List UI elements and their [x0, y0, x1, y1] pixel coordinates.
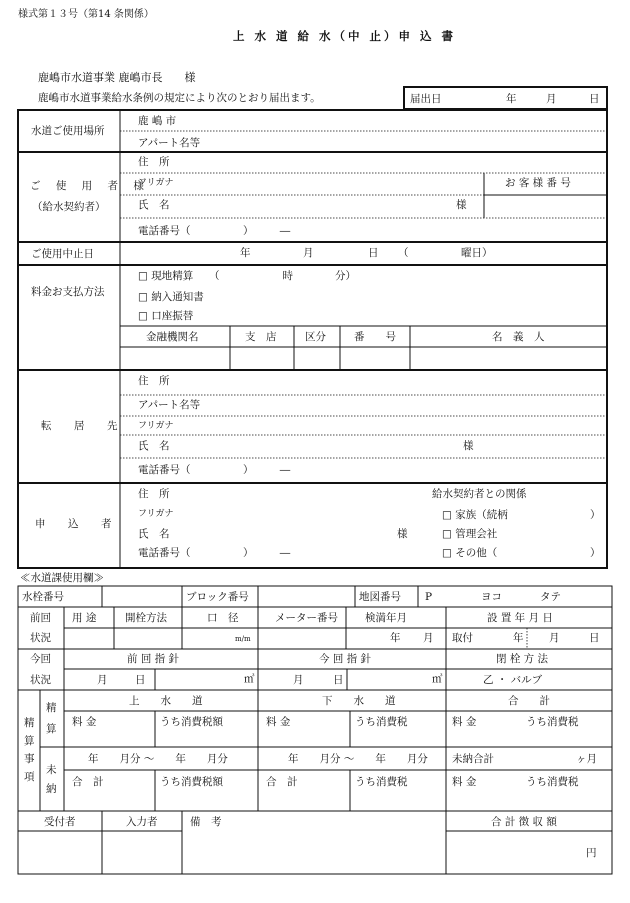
mino-2: 納	[46, 783, 57, 795]
sewer-period: 年 月分 ～ 年 月分	[288, 753, 428, 765]
map-tate: タテ	[540, 591, 561, 603]
mino-1: 未	[46, 764, 57, 776]
sewer-gokei-label: 合 計	[266, 776, 298, 788]
payment-option-notice[interactable]: □ 納入通知書	[138, 291, 204, 303]
sewer-label: 下 水 道	[322, 695, 396, 707]
water-label: 上 水 道	[129, 695, 203, 707]
seisan-jikou-3: 事	[24, 753, 35, 765]
toritsuke-label: 取付	[452, 632, 473, 644]
customer-number-label: お 客 様 番 号	[505, 177, 571, 189]
curr-status-b: 状況	[30, 674, 51, 686]
user-furigana-field[interactable]: フリガナ	[138, 178, 174, 188]
install-date-label: 設 置 年 月 日	[487, 612, 553, 624]
office-section-title: ≪水道課使用欄≫	[20, 572, 104, 584]
unpaid-fee-label: 料 金	[452, 776, 477, 788]
total-label: 合 計	[508, 695, 550, 707]
maker-number-label: メーター番号	[275, 612, 338, 624]
user-address-field[interactable]: 住 所	[138, 156, 170, 168]
applicant-sama: 様	[397, 528, 408, 540]
bank-col-holder: 名 義 人	[492, 331, 545, 343]
close-method-label: 閉 栓 方 法	[496, 653, 549, 665]
bank-col-branch: 支 店	[245, 331, 277, 343]
relation-other[interactable]: □ その他（	[442, 547, 498, 559]
close-method-options: 乙 ・ バルブ	[483, 674, 543, 686]
seisan-jikou-1: 精	[24, 717, 35, 729]
applicant-name-field[interactable]: 氏 名	[138, 528, 170, 540]
yen-label: 円	[586, 847, 597, 859]
water-gokei-tax-label: うち消費税額	[160, 776, 223, 788]
bank-col-number: 番 号	[354, 331, 396, 343]
install-month: 月	[549, 632, 560, 644]
curr-reading-day: 日	[333, 674, 344, 686]
user-sub-label: （給水契約者）	[32, 201, 106, 213]
unpaid-total-label: 未納合計	[452, 753, 494, 765]
curr-reading-label: 今 回 指 針	[319, 653, 372, 665]
stop-date-label: ご使用中止日	[31, 248, 94, 260]
applicant-furigana-field[interactable]: フリガナ	[138, 509, 174, 519]
form-number: 様式第１３号（第14 条関係）	[18, 9, 154, 20]
stop-month[interactable]: 月	[303, 247, 314, 259]
payment-label: 料金お支払方法	[31, 286, 105, 298]
move-label: 転 居 先	[41, 420, 124, 432]
stop-weekday[interactable]: （ 曜日）	[398, 247, 493, 259]
bank-col-name: 金融機関名	[146, 331, 199, 343]
filing-month[interactable]: 月	[546, 93, 557, 105]
user-sama: 様	[456, 199, 467, 211]
relation-management[interactable]: □ 管理会社	[442, 528, 498, 540]
seisan-1: 精	[46, 702, 57, 714]
prev-reading-label: 前 回 指 針	[127, 653, 180, 665]
bore-label: 口 径	[207, 612, 239, 624]
prev-status-b: 状況	[30, 632, 51, 644]
total-tax-label: うち消費税	[526, 716, 579, 728]
install-day: 日	[589, 632, 600, 644]
sewer-fee-label: 料 金	[266, 716, 291, 728]
prev-status-a: 前回	[30, 612, 51, 624]
filing-year[interactable]: 年	[506, 93, 517, 105]
total-collection-label: 合 計 徴 収 額	[491, 816, 557, 828]
relation-label: 給水契約者との関係	[432, 488, 527, 500]
map-page: P	[425, 591, 433, 603]
curr-reading-month: 月	[293, 674, 304, 686]
stop-day[interactable]: 日	[368, 247, 379, 259]
move-name-field[interactable]: 氏 名	[138, 440, 170, 452]
mm-unit: m/m	[235, 635, 251, 643]
unpaid-tax-label: うち消費税	[526, 776, 579, 788]
inspect-year: 年	[390, 632, 401, 644]
applicant-address-field[interactable]: 住 所	[138, 488, 170, 500]
move-sama: 様	[463, 440, 474, 452]
applicant-phone-field[interactable]: 電話番号（ ） ―	[138, 547, 291, 559]
applicant-label: 申 込 者	[35, 518, 118, 530]
user-phone-field[interactable]: 電話番号（ ） ―	[138, 225, 291, 237]
seisan-2: 算	[46, 723, 57, 735]
move-apartment-field[interactable]: アパート名等	[138, 399, 201, 411]
user-name-field[interactable]: 氏 名	[138, 199, 170, 211]
sewer-gokei-tax-label: うち消費税	[355, 776, 408, 788]
open-method-label: 開栓方法	[125, 612, 167, 624]
relation-other-close: ）	[590, 547, 601, 559]
addressee: 鹿嶋市水道事業 鹿嶋市長 様	[38, 71, 196, 84]
curr-status-a: 今回	[30, 653, 51, 665]
bank-col-type: 区分	[305, 331, 326, 343]
map-yoko: ヨコ	[481, 591, 502, 603]
location-label: 水道ご使用場所	[31, 125, 105, 137]
move-phone-field[interactable]: 電話番号（ ） ―	[138, 464, 291, 476]
filing-date-label: 届出日	[410, 93, 442, 105]
stop-year[interactable]: 年	[240, 247, 251, 259]
relation-family[interactable]: □ 家族（続柄	[442, 509, 508, 521]
months-label: ヶ月	[576, 753, 597, 765]
use-label: 用 途	[72, 612, 97, 624]
total-fee-label: 料 金	[452, 716, 477, 728]
inspection-ym-label: 検満年月	[365, 612, 407, 624]
move-address-field[interactable]: 住 所	[138, 375, 170, 387]
payment-option-onsite[interactable]: □ 現地精算 （ 時 分）	[138, 270, 357, 282]
remarks-label: 備 考	[190, 816, 222, 828]
curr-reading-m3: ㎥	[432, 673, 443, 685]
user-label: ご 使 用 者 様	[30, 180, 150, 192]
receiver-label: 受付者	[44, 816, 76, 828]
meter-number-label: 水栓番号	[22, 591, 64, 603]
filing-day[interactable]: 日	[589, 93, 600, 105]
sewer-tax-label: うち消費税	[355, 716, 408, 728]
water-fee-label: 料 金	[72, 716, 97, 728]
prev-reading-day: 日	[135, 674, 146, 686]
map-number-label: 地図番号	[359, 591, 401, 603]
water-period: 年 月分 ～ 年 月分	[88, 753, 228, 765]
inspect-month: 月	[423, 632, 434, 644]
prev-reading-month: 月	[97, 674, 108, 686]
form-title: 上 水 道 給 水（中 止）申 込 書	[233, 29, 457, 43]
relation-family-close: ）	[590, 509, 601, 521]
inputter-label: 入力者	[126, 816, 158, 828]
water-tax-label: うち消費税額	[160, 716, 223, 728]
seisan-jikou-4: 項	[24, 771, 35, 783]
install-year: 年	[513, 632, 524, 644]
apartment-field[interactable]: アパート名等	[138, 137, 201, 149]
intro-text: 鹿嶋市水道事業給水条例の規定により次のとおり届出ます。	[38, 92, 321, 104]
payment-option-transfer[interactable]: □ 口座振替	[138, 310, 194, 322]
move-furigana-field[interactable]: フリガナ	[138, 421, 174, 431]
block-number-label: ブロック番号	[186, 591, 249, 603]
city-name: 鹿 嶋 市	[138, 115, 177, 127]
water-gokei-label: 合 計	[72, 776, 104, 788]
seisan-jikou-2: 算	[24, 735, 35, 747]
prev-reading-m3: ㎥	[244, 673, 255, 685]
